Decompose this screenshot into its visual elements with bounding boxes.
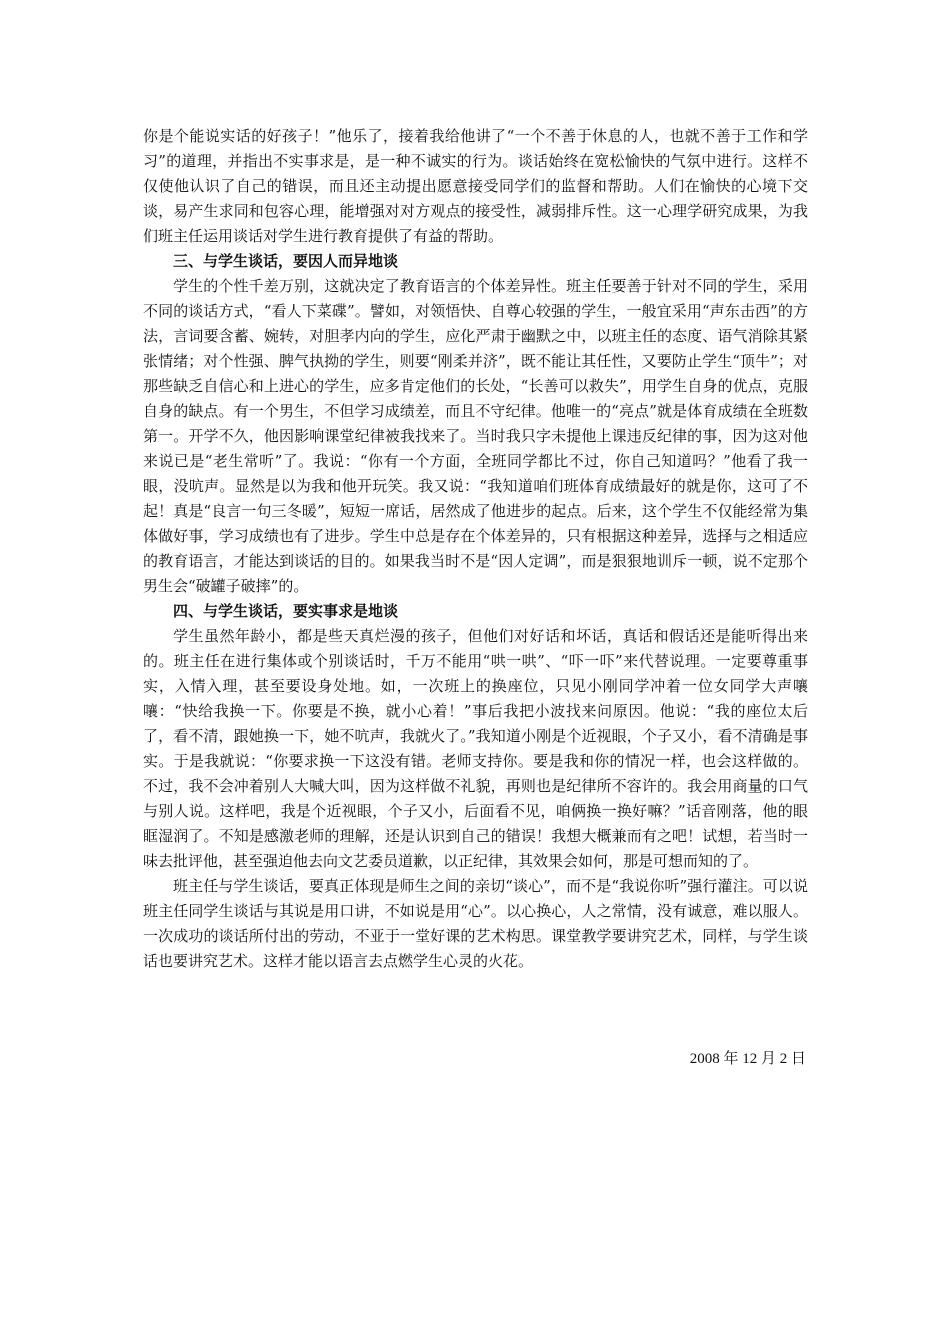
- document-body: [143, 124, 808, 974]
- paragraph-conclusion: 班主任与学生谈话，要真正体现是师生之间的亲切“谈心”，而不是“我说你听”强行灌注。可以说班主任同学生谈话与其说是用口讲，不如说是用“心”。以心换心，人之常情，没有诚意，难以服人。一次成功的谈话所付出的劳动，不亚于一堂好课的艺术构思。课堂教学要讲究艺术，同样，与学生谈话也要讲究艺术。这样才能以语言去点燃学生心灵的火花。: [143, 877, 808, 970]
- section-heading-3: 三、与学生谈话，要因人而异地谈: [173, 252, 399, 270]
- section-heading-4: 四、与学生谈话，要实事求是地谈: [173, 602, 399, 620]
- paragraph-intro-continued: 你是个能说实话的好孩子！”他乐了，接着我给他讲了“一个不善于休息的人，也就不善于工作和学习”的道理，并指出不实事求是，是一种不诚实的行为。谈话始终在宽松愉快的气氛中进行。这样不仅使他认识了自己的错误，而且还主动提出愿意接受同学们的监督和帮助。人们在愉快的心境下交谈，易产生求同和包容心理，能增强对对方观点的接受性，减弱排斥性。这一心理学研究成果，为我们班主任运用谈话对学生进行教育提供了有益的帮助。: [143, 127, 808, 245]
- paragraph-section-4: 学生虽然年龄小，都是些天真烂漫的孩子，但他们对好话和坏话，真话和假话还是能听得出来的。班主任在进行集体或个别谈话时，千万不能用“哄一哄”、“吓一吓”来代替说理。一定要尊重事实，入情入理，甚至要设身处地。如，一次班上的换座位，只见小刚同学冲着一位女同学大声嚷嚷：“快给我换一下。你要是不换，就小心着！”事后我把小波找来问原因。他说：“我的座位太后了，看不清，跟她换一下，她不吭声，我就火了。”我知道小刚是个近视眼，个子又小，看不清确是事实。于是我就说：“你要求换一下这没有错。老师支持你。要是我和你的情况一样，也会这样做的。不过，我不会冲着别人大喊大叫，因为这样做不礼貌，再则也是纪律所不容许的。我会用商量的口气与别人说。这样吧，我是个近视眼，个子又小，后面看不见，咱俩换一换好嘛？”话音刚落，他的眼眶湿润了。不知是感激老师的理解，还是认识到自己的错误！我想大概兼而有之吧！试想，若当时一味去批评他，甚至强迫他去向文艺委员道歉，以正纪律，其效果会如何，那是可想而知的了。: [143, 627, 808, 870]
- paragraph-section-3: 学生的个性千差万别，这就决定了教育语言的个体差异性。班主任要善于针对不同的学生，采用不同的谈话方式，“看人下菜碟”。譬如，对领悟快、自尊心较强的学生，一般宜采用“声东击西”的方法，言词要含蓄、婉转，对胆孝内向的学生，应化严肃于幽默之中，以班主任的态度、语气消除其紧张情绪；对个性强、脾气执拗的学生，则要“刚柔并济”，既不能让其任性，又要防止学生“顶牛”；对那些缺乏自信心和上进心的学生，应多肯定他们的长处，“长善可以救失”，用学生自身的优点，克服自身的缺点。有一个男生，不但学习成绩差，而且不守纪律。他唯一的“亮点”就是体育成绩在全班数第一。开学不久，他因影响课堂纪律被我找来了。当时我只字未提他上课违反纪律的事，因为这对他来说已是“老生常听”了。我说：“你有一个方面，全班同学都比不过，你自己知道吗？”他看了我一眼，没吭声。显然是以为我和他开玩笑。我又说：“我知道咱们班体育成绩最好的就是你，这可了不起！真是“良言一句三冬暖”，短短一席话，居然成了他进步的起点。后来，这个学生不仅能经常为集体做好事，学习成绩也有了进步。学生中总是存在个体差异的，只有根据这种差异，选择与之相适应的教育语言，才能达到谈话的目的。如果我当时不是“因人定调”，而是狠狠地训斥一顿，说不定那个男生会“破罐子破摔”的。: [143, 277, 808, 595]
- document-date: 2008 年 12 月 2 日: [689, 1051, 806, 1067]
